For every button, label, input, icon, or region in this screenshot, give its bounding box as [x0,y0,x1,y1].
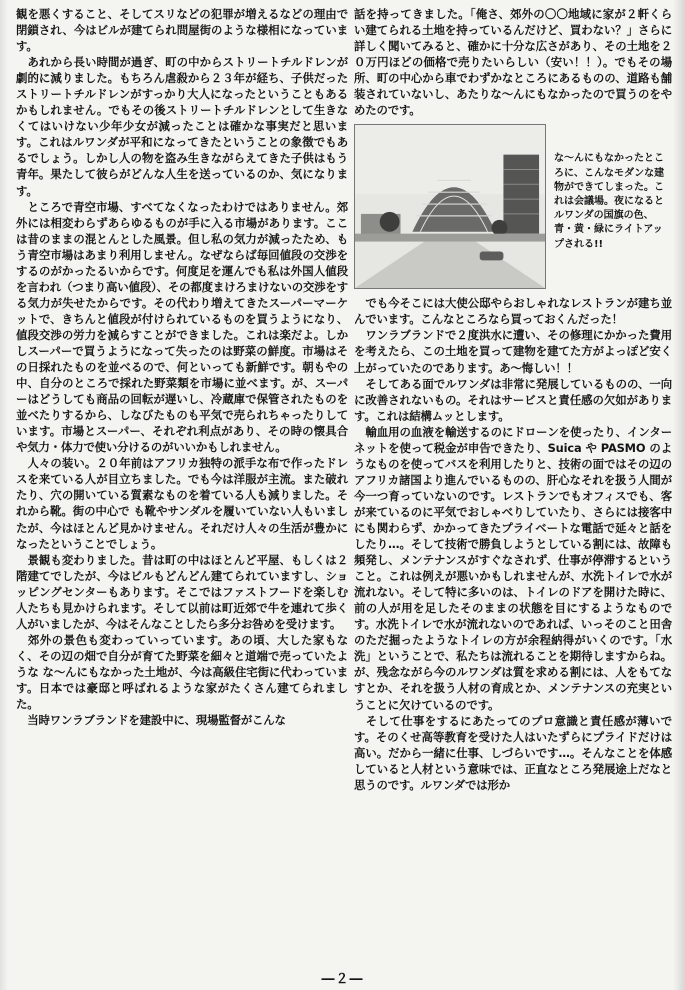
convention-center-photo [354,124,546,289]
photo-caption: な〜んにもなかったところに、こんなモダンな建物ができてしまった。これは会議場。夜になるとルワンダの国旗の色、青・黄・緑にライトアップされる!! [554,153,665,250]
paragraph: 輸血用の血液を輸送するのにドローンを使ったり、インターネットを使って税金が申告できたり、Suica や PASMO のようなものを使ってバスを利用したりと、技術の面ではその辺のアフリカ諸国より進んでいるものの、肝心なそれを扱う人間が今一つ育っていないのです。レストランでもオフィスでも、客が来ているのに平気でおしゃべりしていたり、さらには接客中にも関わらず、かかってきたプライベートな電話で延々と話をしたり…。そして技術で勝負しようとしている割には、故障も頻発し、メンテナンスがすぐなされず、仕事が停滞するということ。これは例えが悪いかもしれませんが、水洗トイレで水が流れない。そして特に多いのは、トイレのドアを開けた時に、前の人が用を足したそのままの状態を目にするようなものです。水洗トイレで水が流れないのであれば、いっそのこと田舎のただ掘ったようなトイレの方が余程納得がいくのです。「水洗」ということで、私たちは流れることを期待しますからね。が、残念ながら今のルワンダは質を求める割には、人をもてなすとか、それを扱う人材の育成とか、メンテナンスの充実ということに欠けているのです。 [354,424,672,712]
paragraph: 当時ワンラブランドを建設中に、現場監督がこんな [16,713,286,728]
paragraph: でも今そこには大使公邸やらおしゃれなレストランが建ち並んでいます。こんなところなら買っておくんだった！ [354,296,672,327]
photo-with-caption [354,124,672,289]
paragraph: 人々の装い。２０年前はアフリカ独特の派手な布で作ったドレスを来ている人が目立ちました。でも今は洋服が主流。また破れたり、穴の開いている質素なものを着ている人も減りました。それから靴。街の中心で も靴やサンダルを履いていない人もいましたが、今はほとんど見かけません。それだけ人々の生活が豊かになったということでしょう。 [16,456,348,551]
paragraph: ワンラブランドで２度洪水に遭い、その修理にかかった費用を考えたら、この土地を買って建物を建てた方がよっぽど安く上がっていたのであります。あ〜悔しい！！ [354,328,672,375]
paragraph: 景観も変わりました。昔は町の中はほとんど平屋、もしくは２階建てでしたが、今はビルもどんどん建てられていますし、ショッピングセンターもあります。そこではファストフードを楽しむ人たちも見かけられます。そして以前は町近郊で牛を連れて歩く人がいましたが、今はそんなことしたら多分お咎めを受けます。 [16,552,348,631]
convention-center-illustration [355,125,545,288]
paragraph: そしてある面でルワンダは非常に発展しているものの、一向に改善されないもの。それはサービスと責任感の欠如があります。これは結構ムッとします。 [354,376,672,423]
paragraph: あれから長い時間が過ぎ、町の中からストリートチルドレンが劇的に減りました。もちろん虐殺から２３年が経ち、子供だったストリートチルドレンがすっかり大人になったということもあるかもしれません。でもその後ストリートチルドレンとして生きなくてはいけない少年少女が減ったことは確かな事実だと思います。これはルワンダが平和になってきたということの象徴でもあるでしょう。しかし人の物を盗み生きながらえてきた子供はもう青年。果たして彼らがどんな人生を送っているのか、気になります。 [16,55,348,198]
scan-shadow-right [673,0,685,990]
left-column [16,6,348,728]
right-column [354,6,672,793]
page-number: ―２― [321,972,364,987]
paragraph: 郊外の景色も変わっていっています。あの頃、大した家もなく、その辺の畑で自分が育てた野菜を細々と道端で売っていたような な〜んにもなかった土地が、今は高級住宅街に代わっています。日本では豪邸と呼ばれるような家がたくさん建てられました。 [16,632,348,712]
paragraph: 観を悪くすること、そしてスリなどの犯罪が増えるなどの理由で閉鎖され、今はビルが建てられ問屋街のような様相になっています。 [16,7,348,54]
scan-shadow-left [0,0,8,990]
paragraph: そして仕事をするにあたってのプロ意識と責任感が薄いです。そのくせ高等教育を受けた人はいたずらにプライドだけは高い。だから一緒に仕事、しづらいです…。そんなことを体感していると人材という意味では、正直なところ発展途上だなと思うのです。ルワンダでは形か [354,713,672,792]
paragraph: ところで青空市場、すべてなくなったわけではありません。郊外には相変わらずあらゆるものが手に入る市場があります。ここは昔のままの混とんとした風景。但し私の気力が減ったため、もう青空市場はあまり利用しません。なぜならば毎回値段の交渉をするのがかったるいからです。何度足を運んでも私は外国人値段を言われ（つまり高い値段）、その都度まけろまけないの交渉をする気力が失せたからです。その代わり増えてきたスーパーマーケットで、きちんと値段が付けられているものを買うようになり、値段交渉の労力を減らすことができました。これは楽だよ。しかしスーパーで買うようになって失ったのは野菜の鮮度。市場はその日採れたものを並べるので、何といっても新鮮です。朝もやの中、自分のところで採れた野菜類を市場に並べます。が、スーパーはどうしても商品の回転が遅いし、冷蔵庫で保管されたものを並べたりするから、しなびたものも平気で売られちゃったりしています。市場とスーパー、それぞれ利点があり、その時の懐具合や気力・体力で使い分けるのがいいかもしれません。 [16,199,348,455]
paragraph: 話を持ってきました。「俺さ、郊外の〇〇地域に家が２軒くらい建てられる土地を持っているんだけど、買わない？」さらに詳しく聞いてみると、確かに十分な広さがあり、その土地を２０万円ほどの価格で売りたいらしい（安い！！）。でもその場所、町の中心から車でわずかなところにあるものの、道路も舗装されていないし、あたりな〜んにもなかったので買うのをやめたのです。 [354,7,672,118]
